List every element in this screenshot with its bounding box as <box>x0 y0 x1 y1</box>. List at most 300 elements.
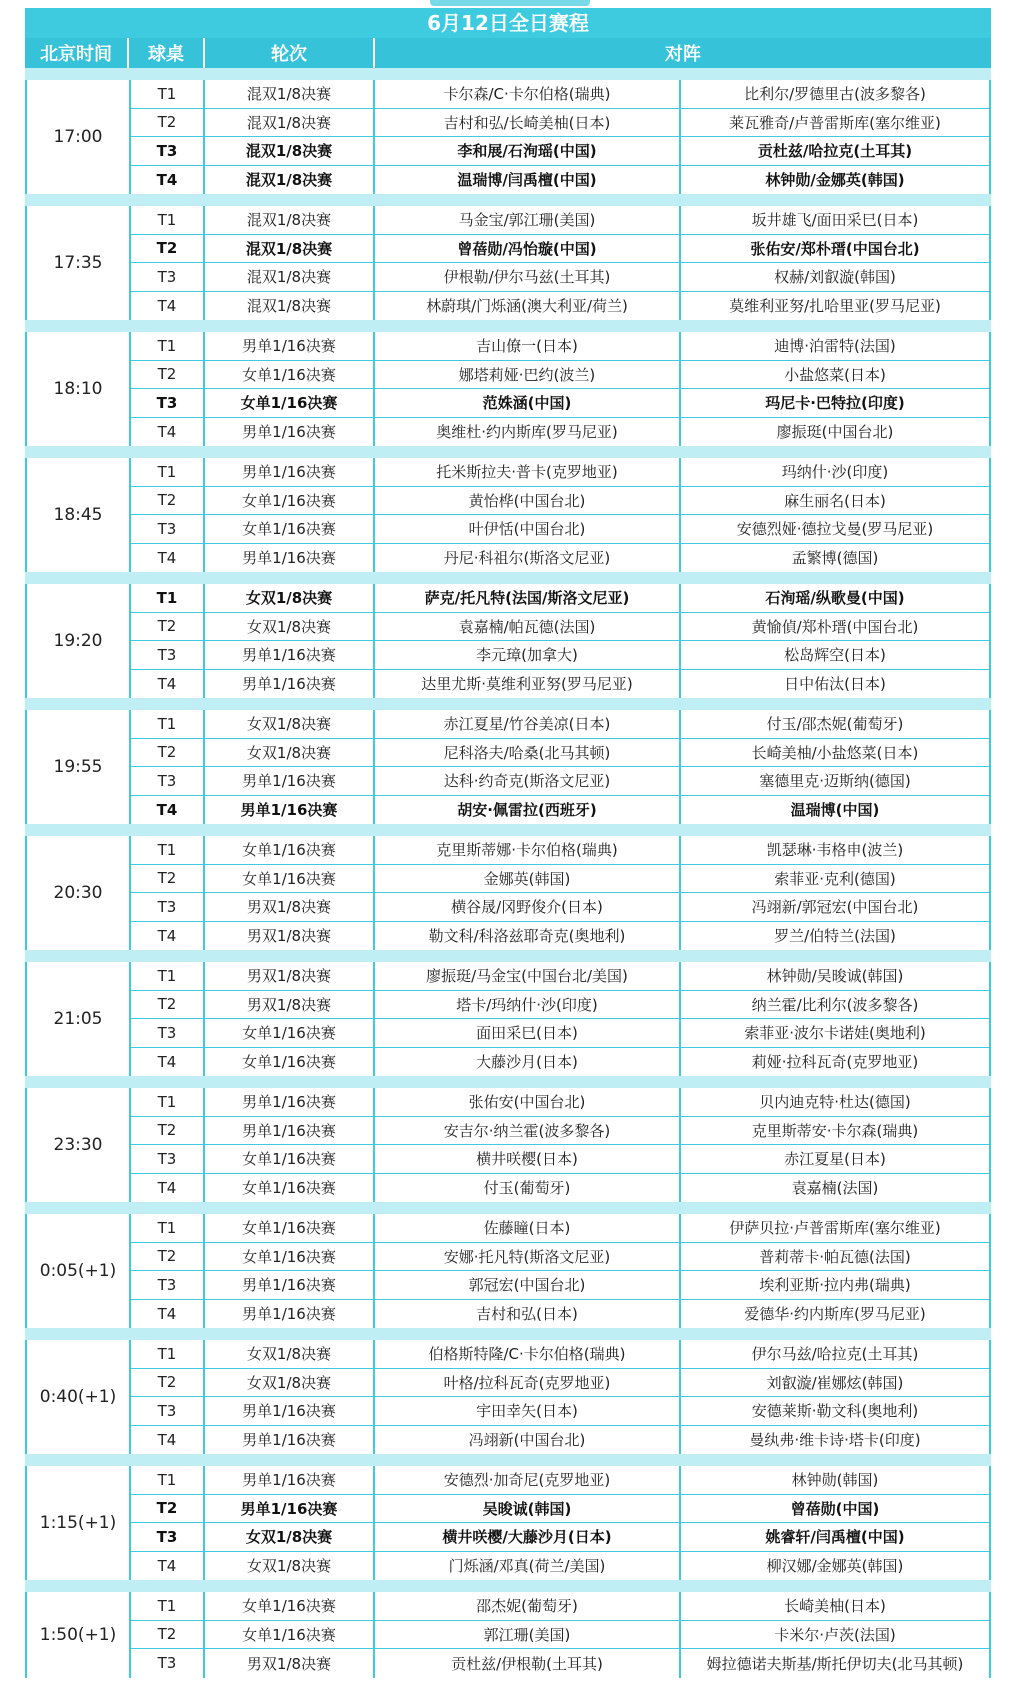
player-b: 伊尔马兹/哈拉克(土耳其) <box>751 1345 919 1364</box>
match-round: 男双1/8决赛 <box>205 962 375 990</box>
match-round: 男单1/16决赛 <box>205 1466 375 1494</box>
match-row <box>131 670 989 699</box>
match-table: T1 <box>131 332 205 360</box>
match-round: 男单1/16决赛 <box>205 1495 375 1523</box>
match-table: T1 <box>131 458 205 486</box>
match-round: 男双1/8决赛 <box>205 991 375 1019</box>
match-round: 男双1/8决赛 <box>205 1649 375 1678</box>
group-separator <box>25 824 991 836</box>
match-round: 女双1/8决赛 <box>205 1552 375 1581</box>
player-b: 姚睿轩/闫禹檀(中国) <box>765 1528 905 1547</box>
match-round: 女单1/16决赛 <box>205 1214 375 1242</box>
player-a: 吴晙诚(韩国) <box>375 1495 681 1523</box>
logo-fragment <box>430 0 590 6</box>
match-row <box>131 1145 989 1174</box>
player-a: 邵杰妮(葡萄牙) <box>375 1592 681 1620</box>
match-round: 男双1/8决赛 <box>205 893 375 921</box>
slot-time: 19:20 <box>27 584 131 698</box>
player-a: 勒文科/科洛兹耶奇克(奥地利) <box>375 922 681 951</box>
player-a: 克里斯蒂娜·卡尔伯格(瑞典) <box>375 836 681 864</box>
match-table: T2 <box>131 487 205 515</box>
match-table: T2 <box>131 1369 205 1397</box>
match-row <box>131 137 989 166</box>
match-table: T2 <box>131 1621 205 1649</box>
player-a: 萨克/托凡特(法国/斯洛文尼亚) <box>375 584 681 612</box>
player-a: 付玉(葡萄牙) <box>375 1174 681 1203</box>
header-time: 北京时间 <box>25 38 129 68</box>
match-table: T1 <box>131 1088 205 1116</box>
player-b: 罗兰/伯特兰(法国) <box>774 927 896 946</box>
player-b: 袁嘉楠(法国) <box>791 1179 879 1198</box>
player-a: 袁嘉楠/帕瓦德(法国) <box>375 613 681 641</box>
player-a: 安德烈·加奇尼(克罗地亚) <box>375 1466 681 1494</box>
match-row <box>131 515 989 544</box>
match-table: T3 <box>131 1649 205 1678</box>
match-row <box>131 544 989 573</box>
match-table: T4 <box>131 922 205 951</box>
player-a: 伯格斯特隆/C·卡尔伯格(瑞典) <box>375 1340 681 1368</box>
player-a: 黄怡桦(中国台北) <box>375 487 681 515</box>
group-separator <box>25 698 991 710</box>
player-b: 坂井雄飞/面田采巳(日本) <box>751 211 919 230</box>
match-round: 混双1/8决赛 <box>205 166 375 195</box>
player-b: 张佑安/郑朴瑨(中国台北) <box>750 239 920 258</box>
match-row <box>131 1300 989 1329</box>
match-row <box>131 1592 989 1621</box>
match-table: T2 <box>131 235 205 263</box>
player-b: 温瑞博(中国) <box>790 801 880 820</box>
time-slot-group <box>25 1466 991 1580</box>
slot-rows <box>131 836 989 950</box>
match-round: 女单1/16决赛 <box>205 515 375 543</box>
match-row <box>131 418 989 447</box>
player-a: 叶伊恬(中国台北) <box>375 515 681 543</box>
slot-rows <box>131 1592 989 1678</box>
player-b: 卡米尔·卢茨(法国) <box>774 1625 896 1644</box>
match-table: T2 <box>131 361 205 389</box>
time-slot-group <box>25 1088 991 1202</box>
player-b: 付玉/邵杰妮(葡萄牙) <box>766 715 904 734</box>
match-round: 女单1/16决赛 <box>205 1019 375 1047</box>
match-table: T1 <box>131 1340 205 1368</box>
match-table: T1 <box>131 1214 205 1242</box>
match-table: T2 <box>131 739 205 767</box>
match-row <box>131 893 989 922</box>
match-round: 女单1/16决赛 <box>205 1621 375 1649</box>
player-b: 索菲亚·克利(德国) <box>774 869 896 888</box>
match-round: 男单1/16决赛 <box>205 332 375 360</box>
match-table: T2 <box>131 613 205 641</box>
time-slot-group <box>25 1340 991 1454</box>
match-table: T4 <box>131 1300 205 1329</box>
match-row <box>131 1019 989 1048</box>
player-b: 埃利亚斯·拉内弗(瑞典) <box>759 1276 911 1295</box>
match-row <box>131 922 989 951</box>
player-b: 姆拉德诺夫斯基/斯托伊切夫(北马其顿) <box>706 1654 964 1673</box>
player-b: 石洵瑶/纵歌曼(中国) <box>765 589 905 608</box>
group-separator <box>25 572 991 584</box>
player-b: 玛尼卡·巴特拉(印度) <box>765 394 905 413</box>
match-round: 男单1/16决赛 <box>205 544 375 573</box>
match-round: 女双1/8决赛 <box>205 739 375 767</box>
match-round: 女双1/8决赛 <box>205 1340 375 1368</box>
match-row <box>131 1174 989 1203</box>
match-row <box>131 739 989 768</box>
match-row <box>131 710 989 739</box>
player-a: 面田采巳(日本) <box>375 1019 681 1047</box>
match-table: T3 <box>131 767 205 795</box>
player-a: 吉村和弘/长崎美柚(日本) <box>375 109 681 137</box>
match-table: T4 <box>131 1048 205 1077</box>
player-a: 达科·约奇克(斯洛文尼亚) <box>375 767 681 795</box>
top-banner-strip <box>0 0 1014 8</box>
match-round: 女双1/8决赛 <box>205 1523 375 1551</box>
match-table: T4 <box>131 544 205 573</box>
match-round: 混双1/8决赛 <box>205 263 375 291</box>
player-b: 比利尔/罗德里古(波多黎各) <box>744 85 926 104</box>
match-row <box>131 109 989 138</box>
match-table: T1 <box>131 1592 205 1620</box>
match-table: T2 <box>131 1495 205 1523</box>
player-a: 赤江夏星/竹谷美凉(日本) <box>375 710 681 738</box>
player-a: 横井咲樱/大藤沙月(日本) <box>375 1523 681 1551</box>
player-b: 曾蓓勋(中国) <box>790 1499 880 1518</box>
match-round: 男双1/8决赛 <box>205 922 375 951</box>
match-row <box>131 1621 989 1650</box>
player-a: 托米斯拉夫·普卡(克罗地亚) <box>375 458 681 486</box>
player-b: 安德烈娅·德拉戈曼(罗马尼亚) <box>736 520 934 539</box>
player-a: 林蔚琪/门烁涵(澳大利亚/荷兰) <box>375 292 681 321</box>
match-table: T4 <box>131 1552 205 1581</box>
player-a: 金娜英(韩国) <box>375 865 681 893</box>
match-round: 女双1/8决赛 <box>205 613 375 641</box>
player-a: 安吉尔·纳兰霍(波多黎各) <box>375 1117 681 1145</box>
match-round: 男单1/16决赛 <box>205 641 375 669</box>
match-round: 女单1/16决赛 <box>205 1145 375 1173</box>
group-separator <box>25 320 991 332</box>
match-row <box>131 1048 989 1077</box>
schedule-body <box>25 68 991 1678</box>
match-round: 女单1/16决赛 <box>205 1243 375 1271</box>
time-slot-group <box>25 1214 991 1328</box>
player-a: 门烁涵/邓真(荷兰/美国) <box>375 1552 681 1581</box>
player-a: 郭冠宏(中国台北) <box>375 1271 681 1299</box>
player-b: 克里斯蒂安·卡尔森(瑞典) <box>751 1121 919 1140</box>
match-round: 男单1/16决赛 <box>205 1088 375 1116</box>
player-a: 李元璋(加拿大) <box>375 641 681 669</box>
match-table: T4 <box>131 418 205 447</box>
match-row <box>131 796 989 825</box>
match-row <box>131 1340 989 1369</box>
player-a: 廖振珽/马金宝(中国台北/美国) <box>375 962 681 990</box>
group-separator <box>25 446 991 458</box>
player-b: 廖振珽(中国台北) <box>776 423 894 442</box>
player-b: 冯翊新/郭冠宏(中国台北) <box>751 898 919 917</box>
time-slot-group <box>25 584 991 698</box>
group-separator <box>25 1202 991 1214</box>
match-table: T4 <box>131 1174 205 1203</box>
match-row <box>131 1397 989 1426</box>
slot-time: 1:15(+1) <box>27 1466 131 1580</box>
time-slot-group <box>25 332 991 446</box>
player-a: 安娜·托凡特(斯洛文尼亚) <box>375 1243 681 1271</box>
player-a: 张佑安(中国台北) <box>375 1088 681 1116</box>
player-a: 横井咲樱(日本) <box>375 1145 681 1173</box>
match-row <box>131 962 989 991</box>
match-row <box>131 1088 989 1117</box>
match-row <box>131 458 989 487</box>
match-row <box>131 389 989 418</box>
match-table: T3 <box>131 893 205 921</box>
match-table: T2 <box>131 865 205 893</box>
match-row <box>131 1369 989 1398</box>
match-table: T1 <box>131 710 205 738</box>
match-table: T1 <box>131 962 205 990</box>
match-round: 男单1/16决赛 <box>205 1271 375 1299</box>
match-table: T2 <box>131 1117 205 1145</box>
header-row <box>25 38 991 68</box>
match-table: T1 <box>131 1466 205 1494</box>
player-b: 长崎美柚(日本) <box>784 1597 886 1616</box>
player-b: 孟繁博(德国) <box>791 549 879 568</box>
slot-rows <box>131 1214 989 1328</box>
match-round: 女双1/8决赛 <box>205 584 375 612</box>
match-row <box>131 206 989 235</box>
player-a: 李和展/石洵瑶(中国) <box>375 137 681 165</box>
match-table: T3 <box>131 1271 205 1299</box>
player-a: 伊根勒/伊尔马兹(土耳其) <box>375 263 681 291</box>
match-table: T4 <box>131 292 205 321</box>
match-row <box>131 332 989 361</box>
player-a: 宇田幸矢(日本) <box>375 1397 681 1425</box>
player-a: 范姝涵(中国) <box>375 389 681 417</box>
match-table: T4 <box>131 166 205 195</box>
match-row <box>131 1117 989 1146</box>
time-slot-group <box>25 206 991 320</box>
player-b: 爱德华·约内斯库(罗马尼亚) <box>744 1305 926 1324</box>
match-row <box>131 487 989 516</box>
match-row <box>131 865 989 894</box>
player-a: 佐藤瞳(日本) <box>375 1214 681 1242</box>
player-b: 麻生丽名(日本) <box>784 491 886 510</box>
time-slot-group <box>25 710 991 824</box>
player-a: 达里尤斯·莫维利亚努(罗马尼亚) <box>375 670 681 699</box>
match-row <box>131 584 989 613</box>
time-slot-group <box>25 836 991 950</box>
match-row <box>131 613 989 642</box>
slot-time: 23:30 <box>27 1088 131 1202</box>
match-round: 女单1/16决赛 <box>205 1048 375 1077</box>
slot-rows <box>131 710 989 824</box>
match-row <box>131 1271 989 1300</box>
match-round: 女单1/16决赛 <box>205 361 375 389</box>
time-slot-group <box>25 1592 991 1678</box>
match-table: T3 <box>131 1397 205 1425</box>
match-table: T1 <box>131 80 205 108</box>
player-b: 纳兰霍/比利尔(波多黎各) <box>751 995 919 1014</box>
group-separator <box>25 194 991 206</box>
match-table: T4 <box>131 670 205 699</box>
group-separator <box>25 1076 991 1088</box>
player-b: 安德莱斯·勒文科(奥地利) <box>751 1402 919 1421</box>
player-b: 刘叡漩/崔娜炫(韩国) <box>766 1373 904 1392</box>
player-b: 赤江夏星(日本) <box>784 1150 886 1169</box>
match-row <box>131 641 989 670</box>
match-row <box>131 836 989 865</box>
slot-rows <box>131 206 989 320</box>
group-separator <box>25 1580 991 1592</box>
match-round: 女双1/8决赛 <box>205 1369 375 1397</box>
match-row <box>131 292 989 321</box>
match-round: 女单1/16决赛 <box>205 1174 375 1203</box>
player-b: 伊萨贝拉·卢普雷斯库(塞尔维亚) <box>729 1219 941 1238</box>
player-b: 林钟勋/金娜英(韩国) <box>765 171 905 190</box>
match-round: 男单1/16决赛 <box>205 767 375 795</box>
match-row <box>131 1495 989 1524</box>
player-b: 莉娅·拉科瓦奇(克罗地亚) <box>751 1053 919 1072</box>
match-round: 男单1/16决赛 <box>205 1426 375 1455</box>
match-table: T1 <box>131 836 205 864</box>
time-slot-group <box>25 80 991 194</box>
slot-time: 0:40(+1) <box>27 1340 131 1454</box>
player-a: 郭江珊(美国) <box>375 1621 681 1649</box>
match-round: 女单1/16决赛 <box>205 487 375 515</box>
match-row <box>131 1426 989 1455</box>
match-table: T4 <box>131 1426 205 1455</box>
player-b: 林钟勋(韩国) <box>791 1471 879 1490</box>
player-b: 塞德里克·迈斯纳(德国) <box>759 772 911 791</box>
match-round: 女单1/16决赛 <box>205 865 375 893</box>
match-round: 男单1/16决赛 <box>205 796 375 825</box>
player-b: 小盐悠菜(日本) <box>784 365 886 384</box>
match-round: 混双1/8决赛 <box>205 292 375 321</box>
slot-time: 17:00 <box>27 80 131 194</box>
slot-time: 18:45 <box>27 458 131 572</box>
schedule-title: 6月12日全日赛程 <box>25 8 991 38</box>
match-row <box>131 1214 989 1243</box>
player-a: 贡杜兹/伊根勒(土耳其) <box>375 1649 681 1678</box>
slot-time: 20:30 <box>27 836 131 950</box>
match-round: 男单1/16决赛 <box>205 1397 375 1425</box>
time-slot-group <box>25 458 991 572</box>
player-b: 迪博·泊雷特(法国) <box>774 337 896 356</box>
player-a: 奥维杜·约内斯库(罗马尼亚) <box>375 418 681 447</box>
player-a: 胡安·佩雷拉(西班牙) <box>375 796 681 825</box>
slot-rows <box>131 584 989 698</box>
slot-time: 1:50(+1) <box>27 1592 131 1678</box>
player-a: 塔卡/玛纳什·沙(印度) <box>375 991 681 1019</box>
player-b: 凯瑟琳·韦格申(波兰) <box>766 841 904 860</box>
slot-rows <box>131 1340 989 1454</box>
match-row <box>131 166 989 195</box>
match-row <box>131 80 989 109</box>
slot-rows <box>131 80 989 194</box>
match-table: T3 <box>131 515 205 543</box>
player-b: 索菲亚·波尔卡诺娃(奥地利) <box>744 1024 926 1043</box>
match-row <box>131 991 989 1020</box>
slot-rows <box>131 458 989 572</box>
player-b: 普莉蒂卡·帕瓦德(法国) <box>759 1247 911 1266</box>
player-a: 吉村和弘(日本) <box>375 1300 681 1329</box>
player-b: 玛纳什·沙(印度) <box>781 463 889 482</box>
match-round: 女单1/16决赛 <box>205 1592 375 1620</box>
match-round: 混双1/8决赛 <box>205 137 375 165</box>
slot-time: 21:05 <box>27 962 131 1076</box>
player-a: 尼科洛夫/哈桑(北马其顿) <box>375 739 681 767</box>
player-b: 曼纨弗·维卡诗·塔卡(印度) <box>749 1431 921 1450</box>
match-table: T3 <box>131 263 205 291</box>
match-round: 混双1/8决赛 <box>205 235 375 263</box>
match-round: 混双1/8决赛 <box>205 109 375 137</box>
player-b: 柳汉娜/金娜英(韩国) <box>766 1557 904 1576</box>
slot-time: 0:05(+1) <box>27 1214 131 1328</box>
player-a: 娜塔莉娅·巴约(波兰) <box>375 361 681 389</box>
slot-time: 18:10 <box>27 332 131 446</box>
match-row <box>131 1552 989 1581</box>
player-a: 大藤沙月(日本) <box>375 1048 681 1077</box>
match-round: 男单1/16决赛 <box>205 458 375 486</box>
match-row <box>131 1649 989 1678</box>
match-round: 女单1/16决赛 <box>205 389 375 417</box>
match-table: T3 <box>131 641 205 669</box>
slot-rows <box>131 332 989 446</box>
player-a: 温瑞博/闫禹檀(中国) <box>375 166 681 195</box>
player-b: 莱瓦雅奇/卢普雷斯库(塞尔维亚) <box>729 113 941 132</box>
match-table: T3 <box>131 1019 205 1047</box>
match-table: T4 <box>131 796 205 825</box>
player-a: 冯翊新(中国台北) <box>375 1426 681 1455</box>
header-match: 对阵 <box>665 44 701 65</box>
player-a: 叶格/拉科瓦奇(克罗地亚) <box>375 1369 681 1397</box>
player-b: 贝内迪克特·杜达(德国) <box>759 1093 911 1112</box>
match-table: T1 <box>131 584 205 612</box>
player-b: 贡杜兹/哈拉克(土耳其) <box>757 142 913 161</box>
player-b: 权赫/刘叡漩(韩国) <box>774 268 896 287</box>
match-row <box>131 361 989 390</box>
match-round: 混双1/8决赛 <box>205 206 375 234</box>
match-round: 女单1/16决赛 <box>205 836 375 864</box>
schedule-table <box>25 8 991 1678</box>
match-row <box>131 263 989 292</box>
player-b: 黄愉偵/郑朴瑨(中国台北) <box>751 617 919 636</box>
match-table: T3 <box>131 1523 205 1551</box>
header-round: 轮次 <box>205 38 375 68</box>
match-table: T3 <box>131 389 205 417</box>
match-table: T2 <box>131 109 205 137</box>
match-round: 混双1/8决赛 <box>205 80 375 108</box>
match-row <box>131 235 989 264</box>
group-separator <box>25 68 991 80</box>
match-round: 男单1/16决赛 <box>205 418 375 447</box>
slot-time: 19:55 <box>27 710 131 824</box>
player-a: 曾蓓勋/冯怡璇(中国) <box>375 235 681 263</box>
match-row <box>131 1243 989 1272</box>
player-b: 莫维利亚努/扎哈里亚(罗马尼亚) <box>729 297 941 316</box>
header-table: 球桌 <box>129 38 205 68</box>
match-round: 女双1/8决赛 <box>205 710 375 738</box>
group-separator <box>25 1328 991 1340</box>
player-a: 丹尼·科祖尔(斯洛文尼亚) <box>375 544 681 573</box>
match-table: T2 <box>131 991 205 1019</box>
match-table: T3 <box>131 1145 205 1173</box>
match-table: T2 <box>131 1243 205 1271</box>
player-a: 卡尔森/C·卡尔伯格(瑞典) <box>375 80 681 108</box>
time-slot-group <box>25 962 991 1076</box>
player-b: 林钟勋/吴晙诚(韩国) <box>766 967 904 986</box>
group-separator <box>25 1454 991 1466</box>
slot-rows <box>131 1466 989 1580</box>
match-row <box>131 1466 989 1495</box>
